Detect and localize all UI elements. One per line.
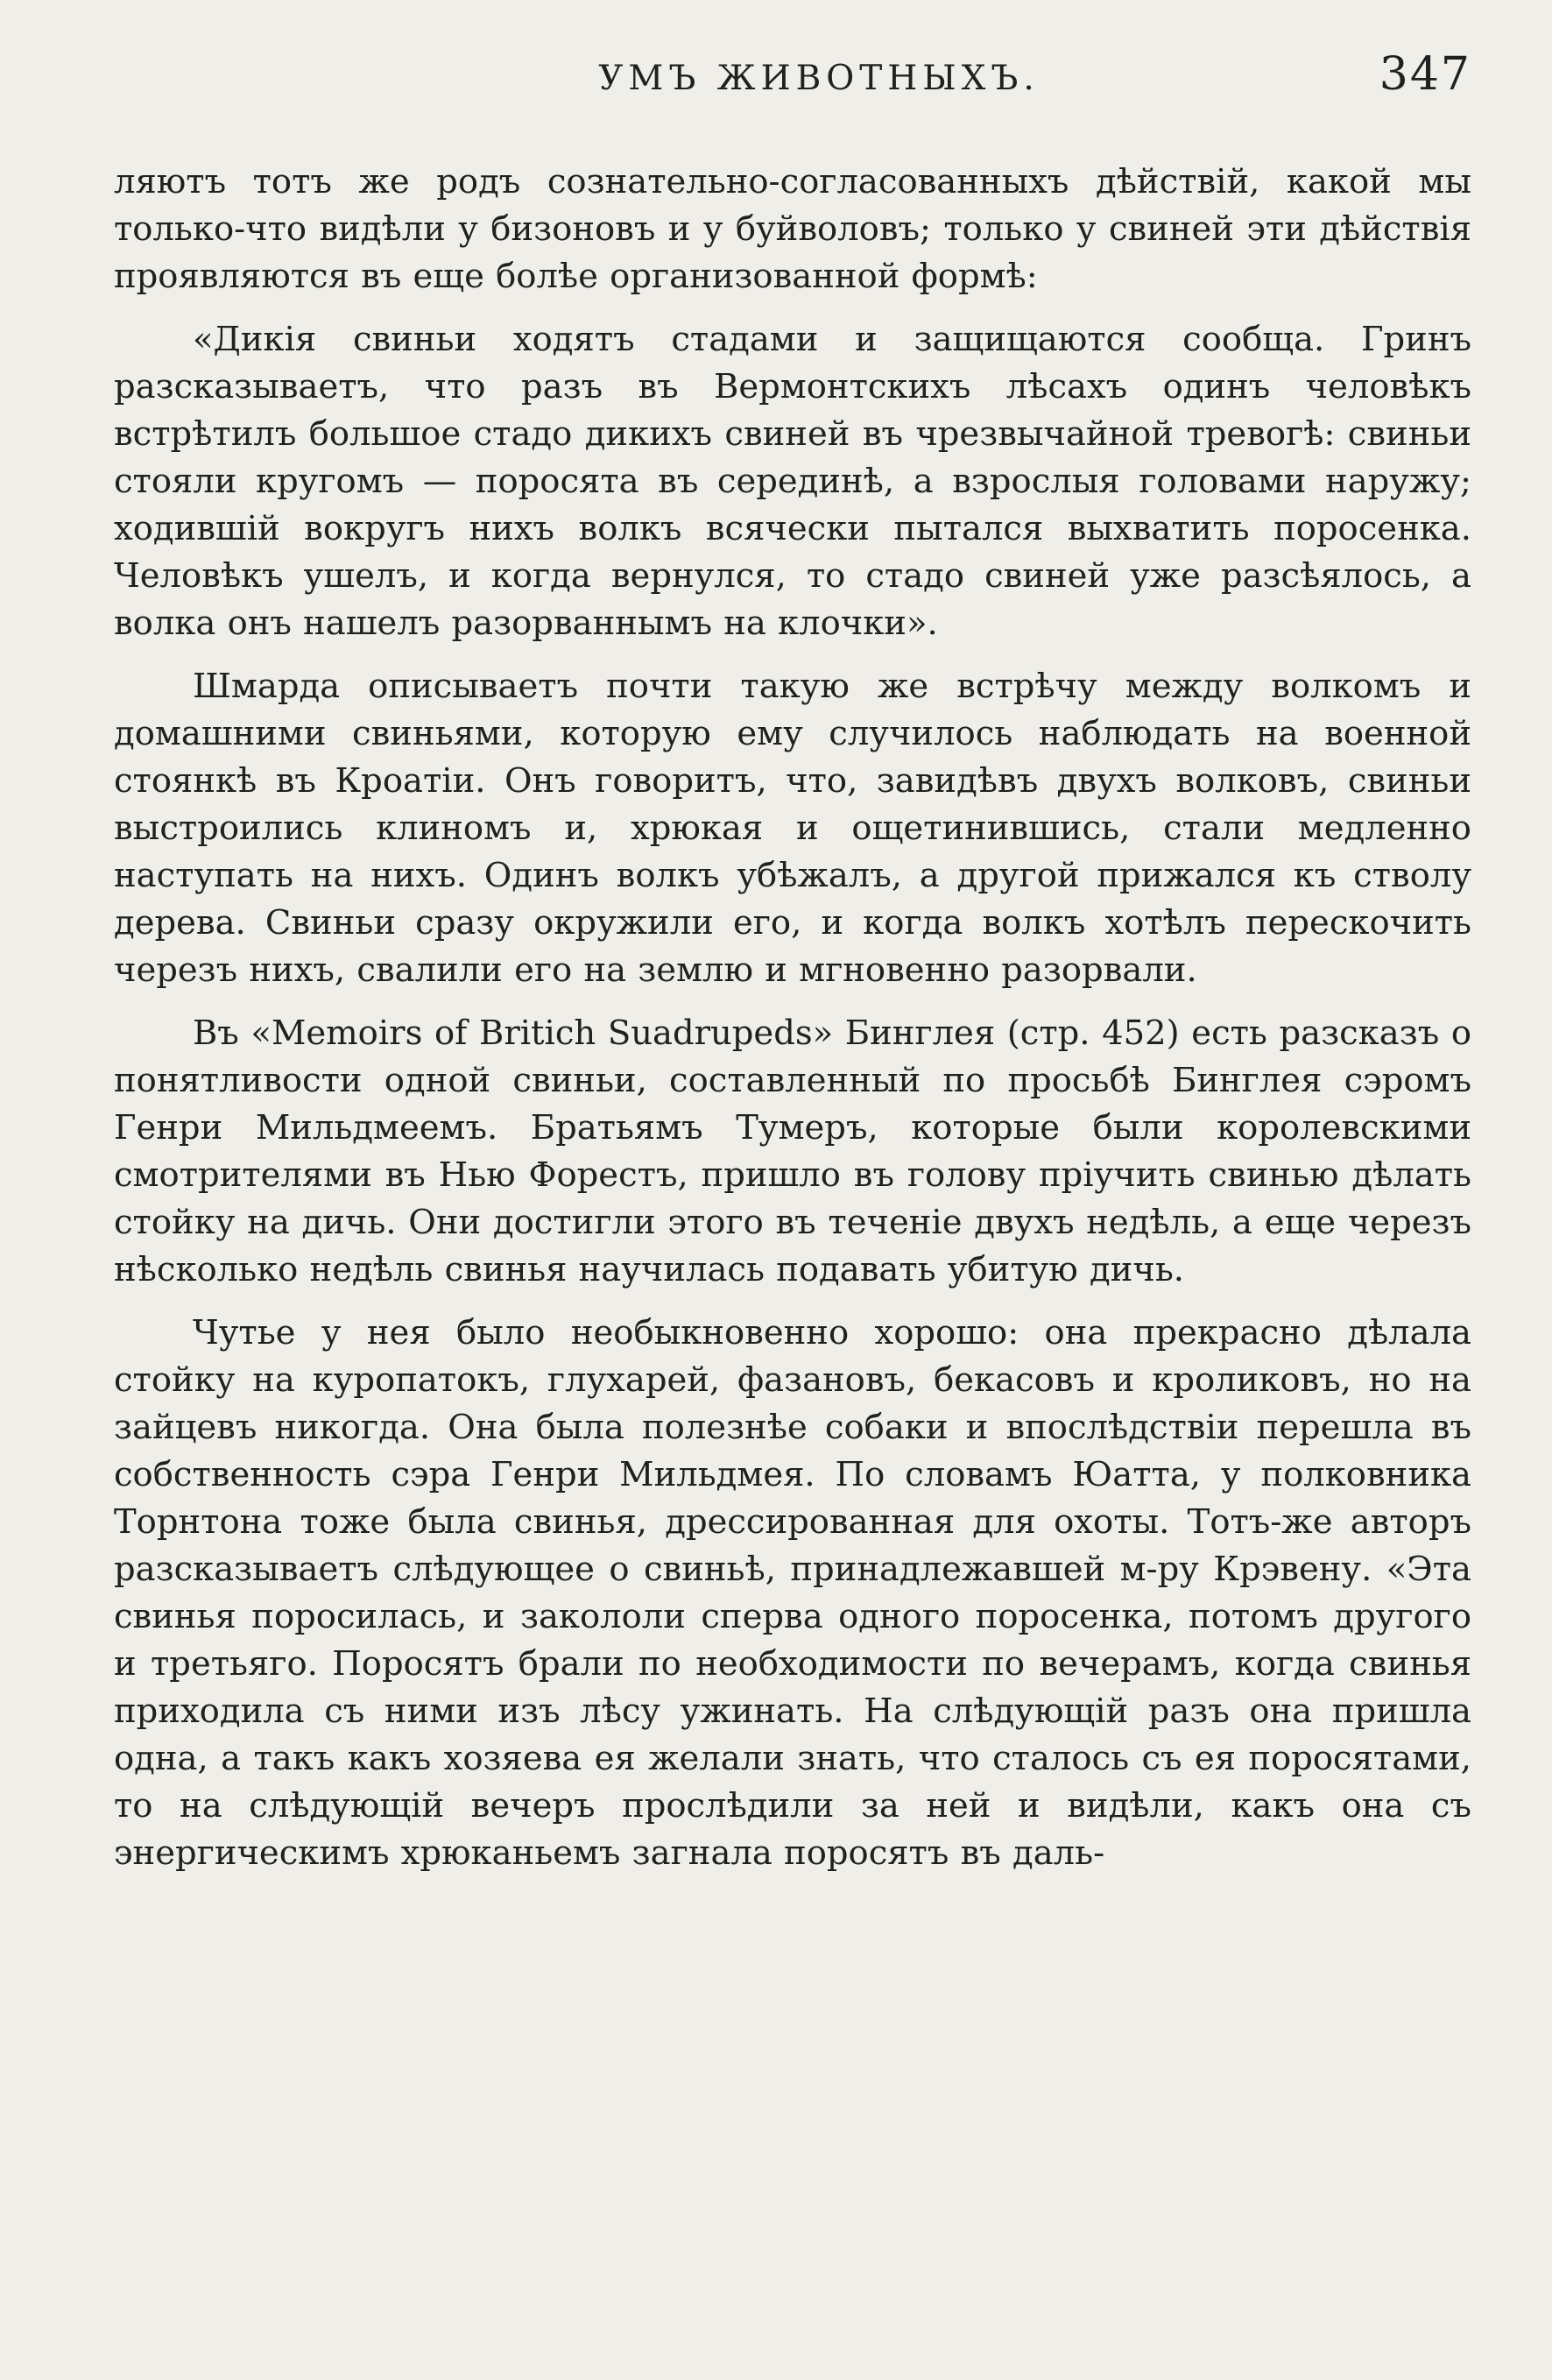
paragraph: Въ «Memoirs of Britich Ѕuadrupeds» Бинглея (стр. 452) есть разсказъ о понятливости одной свиньи, составленный по просьбѣ Бинглея сэромъ Генри Мильдмеемъ. Братьямъ Тумеръ, которые были королевскими смотрителями въ Нью Форестъ, пришло въ голову пріучить свинью дѣлать стойку на дичь. Они достигли этого въ теченіе двухъ недѣль, а еще черезъ нѣсколько недѣль свинья научилась подавать убитую дичь. bbox=[114, 1013, 1471, 1289]
body-text bbox=[114, 159, 1471, 1877]
running-title: УМЪ ЖИВОТНЫХЪ. bbox=[598, 59, 1040, 98]
paragraph: Чутье у нея было необыкновенно хорошо: она прекрасно дѣлала стойку на куропатокъ, глухарей, фазановъ, бекасовъ и кроликовъ, но на зайцевъ никогда. Она была полезнѣе собаки и впослѣдствіи перешла въ собственность сэра Генри Мильдмея. По словамъ Юатта, у полковника Торнтона тоже была свинья, дрессированная для охоты. Тотъ-же авторъ разсказываетъ слѣдующее о свиньѣ, принадлежавшей м-ру Крэвену. «Эта свинья поросилась, и закололи сперва одного поросенка, потомъ другого и третьяго. Поросятъ брали по необходимости по вечерамъ, когда свинья приходила съ ними изъ лѣсу ужинать. На слѣдующій разъ она пришла одна, а такъ какъ хозяева ея желали знать, что сталось съ ея поросятами, то на слѣдующій вечеръ прослѣдили за ней и видѣли, какъ она съ энергическимъ хрюканьемъ загнала поросятъ въ даль- bbox=[114, 1313, 1471, 1873]
paragraph: «Дикія свиньи ходятъ стадами и защищаются сообща. Гринъ разсказываетъ, что разъ въ Вермонтскихъ лѣсахъ одинъ человѣкъ встрѣтилъ большое стадо дикихъ свиней въ чрезвычайной тревогѣ: свиньи стояли кругомъ — поросята въ серединѣ, а взрослыя головами наружу; ходившій вокругъ нихъ волкъ всячески пытался выхватить поросенка. Человѣкъ ушелъ, и когда вернулся, то стадо свиней уже разсѣялось, а волка онъ нашелъ разорваннымъ на клочки». bbox=[114, 320, 1471, 643]
paragraph: Шмарда описываетъ почти такую же встрѣчу между волкомъ и домашними свиньями, которую ему случилось наблюдать на военной стоянкѣ въ Кроатіи. Онъ говоритъ, что, завидѣвъ двухъ волковъ, свиньи выстроились клиномъ и, хрюкая и ощетинившись, стали медленно наступать на нихъ. Одинъ волкъ убѣжалъ, а другой прижался къ стволу дерева. Свиньи сразу окружили его, и когда волкъ хотѣлъ перескочить черезъ нихъ, свалили его на землю и мгновенно разорвали. bbox=[114, 667, 1471, 990]
page-header bbox=[114, 48, 1471, 109]
paragraph: ляютъ тотъ же родъ сознательно-согласованныхъ дѣйствій, какой мы только-что видѣли у бизоновъ и у буйволовъ; только у свиней эти дѣйствія проявляются въ еще болѣе организованной формѣ: bbox=[114, 162, 1471, 296]
page-number: 347 bbox=[1379, 48, 1471, 101]
